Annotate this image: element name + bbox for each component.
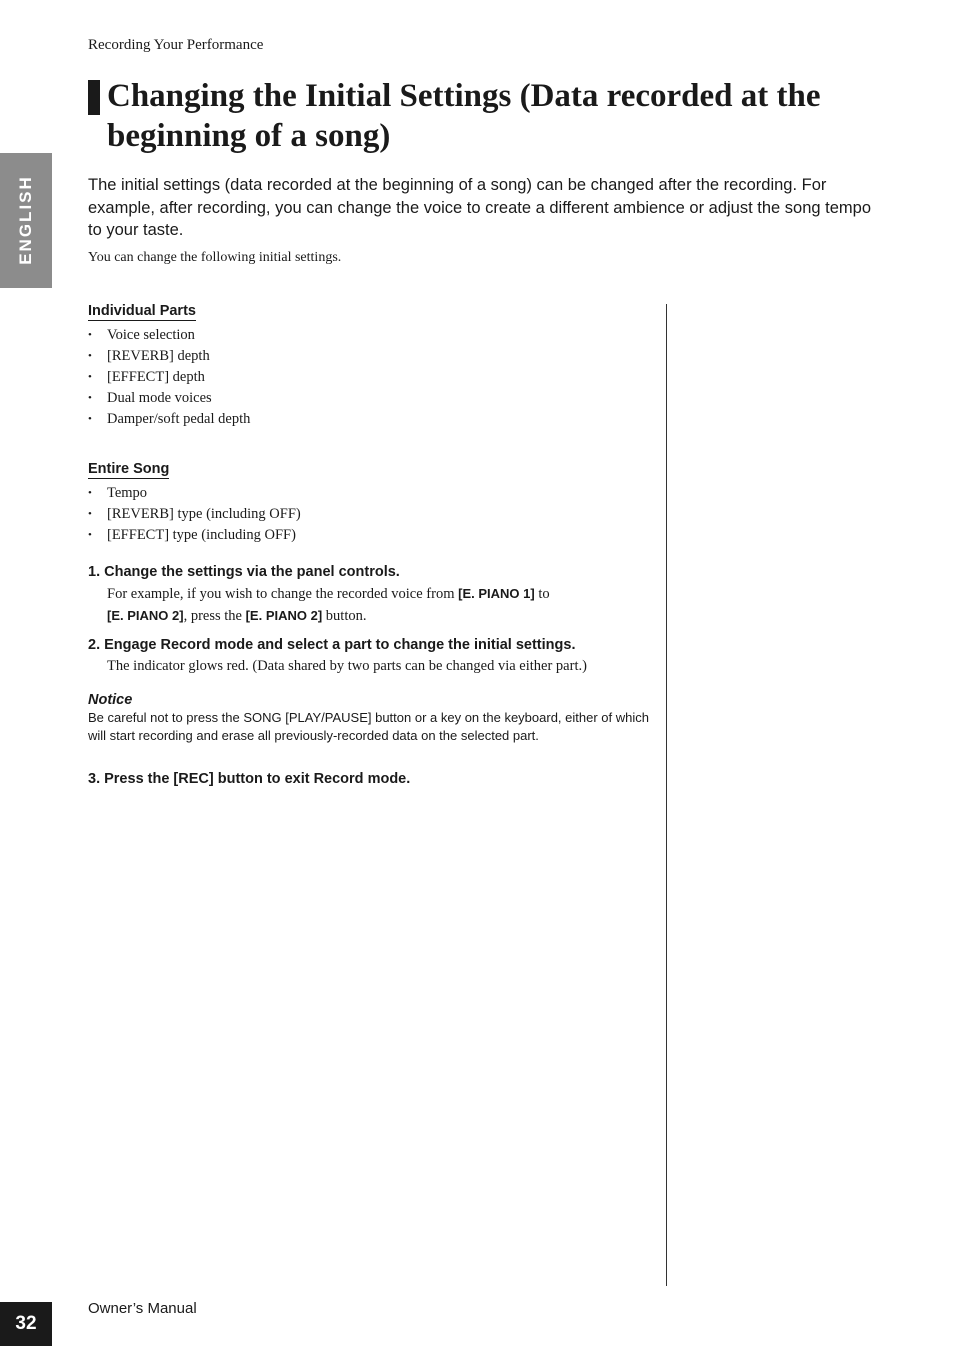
main-column bbox=[88, 302, 653, 790]
list-item: • Voice selection bbox=[88, 325, 653, 346]
footer-label: Owner’s Manual bbox=[88, 1300, 197, 1317]
step-1-text-d: button. bbox=[322, 608, 367, 624]
intro-paragraph: The initial settings (data recorded at the beginning of a song) can be changed after the recording. For example, after recording, you can change the voice to create a different ambience or adjust the song tempo to your taste. bbox=[88, 176, 872, 239]
step-2-heading: 2. Engage Record mode and select a part to change the initial settings. bbox=[88, 637, 576, 653]
intro-note: You can change the following initial settings. bbox=[88, 250, 342, 265]
voice-button-name: [E. PIANO 2] bbox=[245, 608, 323, 623]
entire-song-section bbox=[88, 460, 653, 546]
notice-heading: Notice bbox=[88, 692, 133, 708]
list-item: • Tempo bbox=[88, 483, 653, 504]
list-item: • Damper/soft pedal depth bbox=[88, 409, 653, 430]
page-number: 32 bbox=[0, 1302, 52, 1346]
step-2-body: The indicator glows red. (Data shared by two parts can be changed via either part.) bbox=[107, 658, 587, 674]
running-head: Recording Your Performance bbox=[88, 37, 264, 53]
column-divider bbox=[666, 304, 667, 1286]
individual-parts-heading: Individual Parts bbox=[88, 303, 196, 319]
step-3-heading: 3. Press the [REC] button to exit Record mode. bbox=[88, 771, 411, 787]
step-3 bbox=[88, 769, 653, 790]
individual-parts-section bbox=[88, 302, 653, 430]
step-1 bbox=[88, 562, 653, 627]
step-1-text-c: , press the bbox=[183, 608, 246, 624]
list-item: • [EFFECT] type (including OFF) bbox=[88, 525, 653, 546]
entire-song-heading: Entire Song bbox=[88, 461, 170, 477]
step-1-heading: 1. Change the settings via the panel controls. bbox=[88, 564, 400, 580]
title-bar-marker bbox=[88, 80, 100, 115]
step-1-text-a: For example, if you wish to change the recorded voice from bbox=[107, 586, 459, 602]
notice-body: Be careful not to press the SONG [PLAY/PAUSE] button or a key on the keyboard, either of which will start recording and erase all previously-recorded data on the selected part. bbox=[88, 710, 649, 743]
language-tab bbox=[0, 153, 52, 288]
notice-box bbox=[88, 691, 653, 745]
page-title: Changing the Initial Settings (Data recorded at the beginning of a song) bbox=[107, 78, 821, 154]
language-tab-label: ENGLISH bbox=[16, 175, 35, 265]
step-1-text-b: to bbox=[534, 586, 550, 602]
list-item: • [REVERB] depth bbox=[88, 346, 653, 367]
individual-parts-list bbox=[88, 325, 653, 430]
list-item: • [EFFECT] depth bbox=[88, 367, 653, 388]
list-item: • Dual mode voices bbox=[88, 388, 653, 409]
voice-button-name: [E. PIANO 2] bbox=[107, 608, 184, 623]
step-1-body bbox=[88, 583, 653, 627]
voice-button-name: [E. PIANO 1] bbox=[458, 586, 535, 601]
list-item: • [REVERB] type (including OFF) bbox=[88, 504, 653, 525]
entire-song-list bbox=[88, 483, 653, 546]
step-2 bbox=[88, 635, 653, 677]
